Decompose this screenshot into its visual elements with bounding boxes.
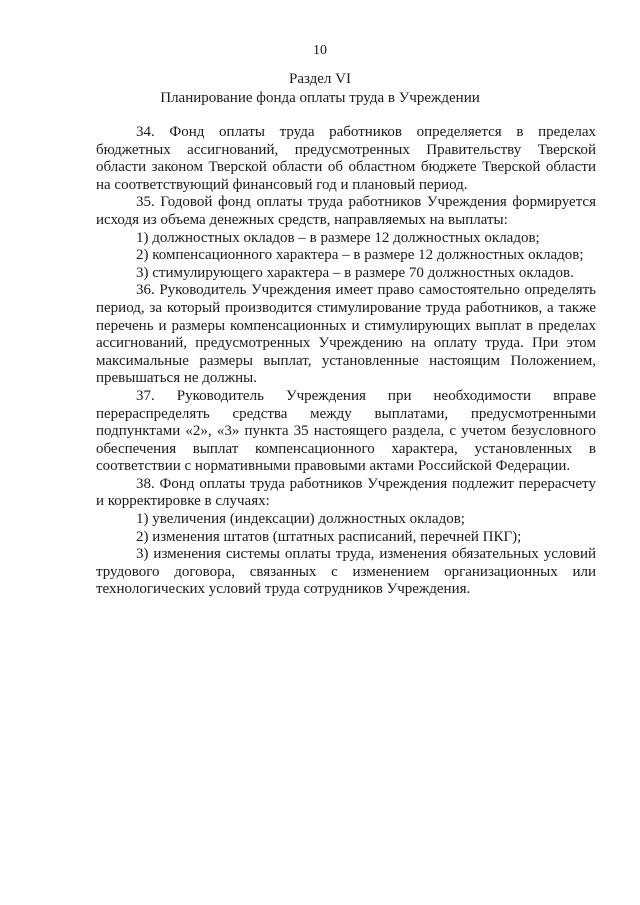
paragraph-35: 35. Годовой фонд оплаты труда работников Учреждения формируется исходя из объема денежных средств, направляемых на выплаты: (96, 194, 596, 228)
list-item: 3) стимулирующего характера – в размере 70 должностных окладов. (136, 264, 574, 281)
list-item: 1) увеличения (индексации) должностных окладов; (136, 511, 465, 528)
paragraph-36: 36. Руководитель Учреждения имеет право самостоятельно определять период, за который производится стимулирование труда работников, а также перечень и размеры компенсационных и стимулирующих выплат в пределах ассигнований, предусмотренных Учреждению на оплату труда. При этом максимальные размеры выплат, установленные настоящим Положением, превышаться не должны. (96, 282, 596, 387)
paragraph-38: 38. Фонд оплаты труда работников Учреждения подлежит перерасчету и корректировке в случаях: (96, 475, 596, 510)
page-number: 10 (313, 43, 327, 58)
section-title: Раздел VI (288, 71, 351, 87)
list-item: 2) компенсационного характера – в размере 12 должностных окладов; (136, 247, 584, 264)
paragraph-37: 37. Руководитель Учреждения при необходимости вправе перераспределять средства между выплатами, предусмотренными подпунктами «2», «3» пункта 35 настоящего раздела, с учетом безусловного обеспечения выплат компенсационного характера, установленных в соответствии с нормативными правовыми актами Российской Федерации. (96, 387, 596, 475)
paragraph-34: 34. Фонд оплаты труда работников определяется в пределах бюджетных ассигнований, предусмотренных Правительству Тверской области законом Тверской области об областном бюджете Тверской области на соответствующий финансовый год и плановый период. (96, 124, 596, 193)
list-item: 1) должностных окладов – в размере 12 должностных окладов; (136, 229, 540, 246)
list-item: 2) изменения штатов (штатных расписаний, перечней ПКГ); (136, 528, 522, 545)
document-body (96, 124, 596, 599)
list-item: 3) изменения системы оплаты труда, изменения обязательных условий трудового договора, связанных с изменением организационных или технологических условий труда сотрудников Учреждения. (96, 546, 596, 598)
section-subtitle: Планирование фонда оплаты труда в Учреждении (160, 90, 480, 106)
